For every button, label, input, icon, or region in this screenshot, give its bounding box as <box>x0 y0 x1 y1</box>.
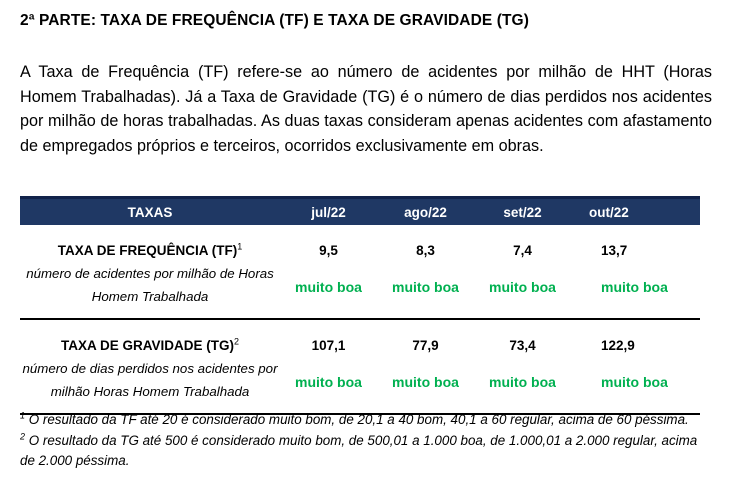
tg-value: 77,9 <box>412 338 439 353</box>
tf-value: 7,4 <box>513 243 532 258</box>
tg-rating: muito boa <box>601 374 668 390</box>
tg-rating: muito boa <box>489 374 556 390</box>
tg-footnote-marker: 2 <box>233 336 239 347</box>
header-taxas: TAXAS <box>20 198 280 226</box>
footnote-text: O resultado da TF até 20 é considerado muito bom, de 20,1 a 40 bom, 40,1 a 60 regular, acima de 60 péssima. <box>25 412 689 427</box>
footnotes <box>20 410 700 472</box>
footnote-tf <box>20 410 700 431</box>
table-row-tg <box>20 319 700 414</box>
intro-paragraph: A Taxa de Frequência (TF) refere-se ao número de acidentes por milhão de HHT (Horas Homem Trabalhadas). Já a Taxa de Gravidade (TG) é o número de dias perdidos nos acidentes por milhão de horas trabalhadas. As duas taxas consideram apenas acidentes com afastamento de empregados próprios e terceiros, ocorridos exclusivamente em obras. <box>20 63 712 155</box>
tf-value-cell <box>280 225 377 319</box>
tf-footnote-marker: 1 <box>237 241 243 252</box>
tg-value-cell <box>377 319 474 414</box>
tg-label-cell <box>20 319 280 414</box>
tg-value: 107,1 <box>311 338 346 353</box>
tg-description: número de dias perdidos nos acidentes por milhão Horas Homem Trabalhada <box>22 361 278 399</box>
header-month: set/22 <box>474 198 571 226</box>
table-header-row <box>20 198 700 226</box>
header-month: ago/22 <box>377 198 474 226</box>
table-row-tf <box>20 225 700 319</box>
tg-value: 122,9 <box>601 338 635 353</box>
tf-description: número de acidentes por milhão de Horas Homem Trabalhada <box>26 266 274 304</box>
header-month: out/22 <box>571 198 700 226</box>
tg-rating: muito boa <box>295 374 362 390</box>
section-heading: 2ª PARTE: TAXA DE FREQUÊNCIA (TF) E TAXA DE GRAVIDADE (TG) <box>20 12 529 29</box>
tf-value-cell <box>571 225 700 319</box>
tf-value-cell <box>377 225 474 319</box>
tf-value: 9,5 <box>319 243 338 258</box>
tf-value: 13,7 <box>601 243 628 258</box>
tg-value-cell <box>474 319 571 414</box>
footnote-text: O resultado da TG até 500 é considerado muito bom, de 500,01 a 1.000 boa, de 1.000,01 a 2.000 regular, acima de 2.000 péssima. <box>20 432 698 468</box>
tf-value-cell <box>474 225 571 319</box>
tf-rating: muito boa <box>392 279 459 295</box>
tg-title: TAXA DE GRAVIDADE (TG) <box>60 338 234 353</box>
footnote-marker: 1 <box>20 410 26 421</box>
footnote-marker: 2 <box>20 431 26 442</box>
tf-rating: muito boa <box>489 279 556 295</box>
tf-value: 8,3 <box>416 243 435 258</box>
rates-table <box>20 196 700 415</box>
tf-rating: muito boa <box>295 279 362 295</box>
footnote-tg <box>20 431 700 472</box>
tg-value-cell <box>571 319 700 414</box>
tg-value: 73,4 <box>509 338 536 353</box>
tf-rating: muito boa <box>601 279 668 295</box>
tg-value-cell <box>280 319 377 414</box>
header-month: jul/22 <box>280 198 377 226</box>
tf-title: TAXA DE FREQUÊNCIA (TF) <box>57 243 238 258</box>
tg-rating: muito boa <box>392 374 459 390</box>
tf-label-cell <box>20 225 280 319</box>
